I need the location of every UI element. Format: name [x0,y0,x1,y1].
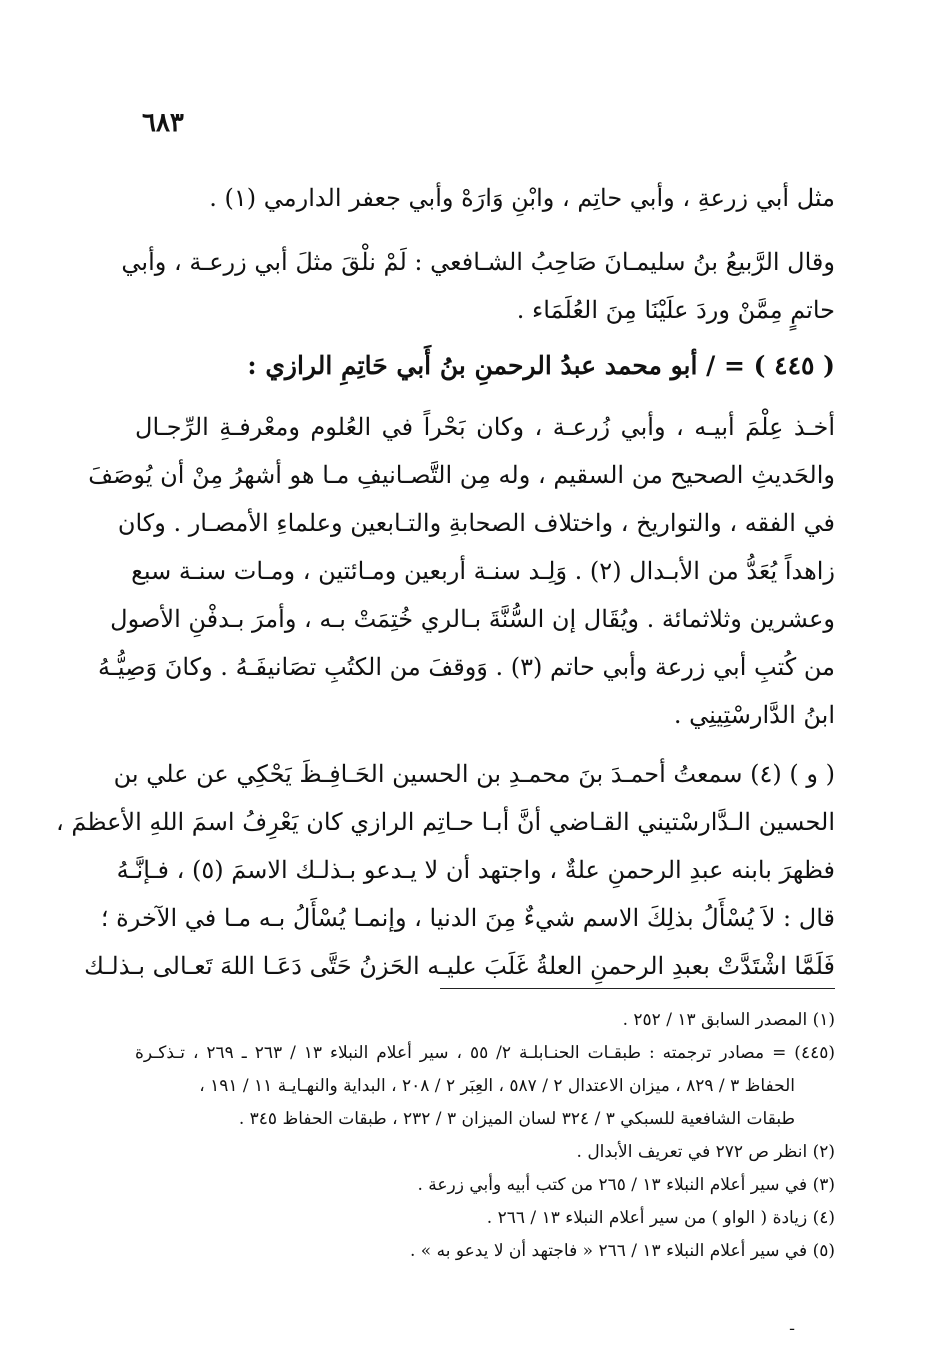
page-number: ٦٨٣ [142,108,184,138]
text-line: وعشرين وثلاثمائة . ويُقَال إن السُّنَّةَ بـالري خُتِمَتْ بـه ، وأمرَ بـدفْنِ الأصول [110,605,835,633]
footnote-sources-cont: الحفاظ ٣ / ٨٢٩ ، ميزان الاعتدال ٢ / ٥٨٧ ، العِبَر ٢ / ٢٠٨ ، البداية والنهـايـة ١١ / ١٩١ ، [199,1076,795,1096]
paragraph-2 [121,238,835,334]
text-line: أخـذ عِلْمَ أبيـه ، وأبي زُرعـة ، وكان بَحْراً في العُلوم ومعْرفـةِ الرِّجـال [135,413,835,441]
text-line: زاهداً يُعَدُّ من الأبـدال (٢) . وَلِـد سنـة أربعين ومـائتين ، ومـات سنـة سبع [131,557,835,585]
footnote-1: (١) المصدر السابق ١٣ / ٢٥٢ . [622,1010,835,1030]
text-line: فظهرَ بابنه عبدِ الرحمنِ علةٌ ، واجتهد أن لا يـدعو بـذلـك الاسمَ (٥) ، فـإنَّـهُ [116,856,835,884]
text-line: مثل أبي زرعةِ ، وأبي حاتِم ، وابْنِ وَارَهْ وأبي جعفر الدارمي (١) . [209,184,835,212]
footnote-5: (٥) في سير أعلام النبلاء ١٣ / ٢٦٦ « فاجتهد أن لا يدعو به » . [409,1241,835,1261]
footnote-divider [440,988,835,989]
footnotes [135,1004,835,1268]
text-line: فَلَمَّا اشْتَدَّتْ بعبدِ الرحمنِ العلةُ غَلَبَ عليـه الحَزنُ حَتَّى دَعَـا اللهَ تَعـالى بـذلـك [84,952,835,980]
text-line: من كُتبِ أبي زرعة وأبي حاتم (٣) . وَوقفَ من الكتُبِ تصَانيفَـهُ . وكانَ وَصِيُّـهُ [97,653,835,681]
text-line: حاتمٍ مِمَّنْ وردَ علَيْنَا مِنَ العُلَمَاء . [516,296,835,324]
text-line: قال : لاَ يُسْأَلُ بذلِكَ الاسم شيءٌ مِنَ الدنيا ، وإنمـا يُسْأَلُ بـه مـا في الآخرة ؛ [100,904,835,932]
text-line: في الفقه ، والتواريخ ، واختلاف الصحابةِ والتـابعين وعلماءِ الأمصـار . وكان [117,509,835,537]
footnote-sources: (٤٤٥) = مصادر ترجمته : طبقـات الحنـابلـة ٢/ ٥٥ ، سير أعلام النبلاء ١٣ / ٢٦٣ ـ ٢٦٩ ، تـذكـرة [135,1043,835,1063]
text-line: الحسين الـدَّارسْتيني القـاضي أنَّ أبـا حـاتِم الرازي كان يَعْرِفُ اسمَ اللهِ الأعظمَ ، [56,808,835,836]
text-line: وقال الرَّبيعُ بنُ سليمـانَ صَاحِبُ الشـافعي : لَمْ نلْقَ مثلَ أبي زرعـة ، وأبي [121,248,835,276]
entry-heading [135,342,835,390]
paragraph-3 [88,403,835,739]
paragraph-4 [56,750,835,990]
entry-title: ( ٤٤٥ ) = / أبو محمد عبدُ الرحمنِ بنُ أَبي حَاتِمِ الرازي : [247,351,835,380]
text-line: والحَديثِ الصحيح من السقيم ، وله مِن التَّصـانيفِ مـا هو أشهرُ مِنْ أن يُوصَفَ [88,461,835,489]
text-line: ( و ) (٤) سمعتُ أحمـدَ بنَ محمـدِ بن الحسين الحَـافِـظَ يَحْكِي عن علي بن [113,760,835,788]
paragraph-1 [135,174,835,222]
scan-mark: ـ [790,1318,795,1334]
footnote-sources-cont: طبقات الشافعية للسبكي ٣ / ٣٢٤ لسان الميزان ٣ / ٢٣٢ ، طبقات الحفاظ ٣٤٥ . [238,1109,795,1129]
text-line: ابنُ الدَّارسْتِينِي . [673,701,835,729]
footnote-2: (٢) انظر ص ٢٧٢ في تعريف الأبدال . [576,1142,835,1162]
footnote-3: (٣) في سير أعلام النبلاء ١٣ / ٢٦٥ من كتب أبيه وأبي زرعة . [417,1175,835,1195]
footnote-4: (٤) زيادة ( الواو ) من سير أعلام النبلاء ١٣ / ٢٦٦ . [486,1208,835,1228]
